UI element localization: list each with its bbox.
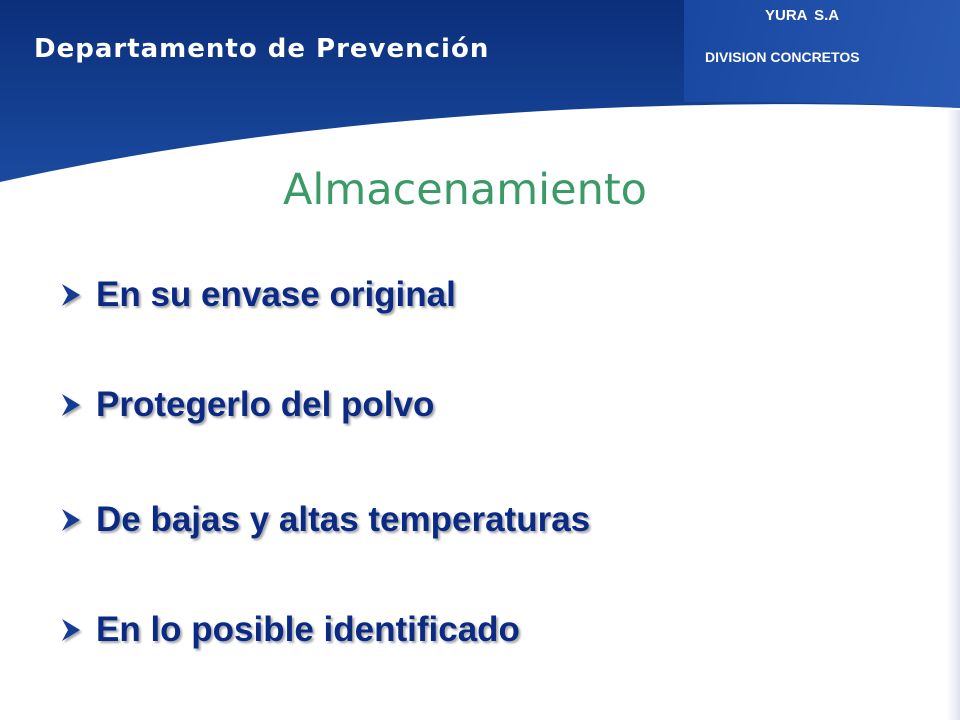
bullet-text: En su envase original bbox=[96, 275, 456, 314]
bullet-text: De bajas y altas temperaturas bbox=[96, 500, 591, 539]
department-title: Departamento de Prevención bbox=[34, 34, 490, 64]
arrow-bullet-icon bbox=[60, 282, 82, 308]
bullet-item bbox=[60, 270, 456, 320]
arrow-bullet-icon bbox=[60, 507, 82, 533]
bullet-item bbox=[60, 380, 434, 430]
slide-title: Almacenamiento bbox=[282, 165, 647, 215]
company-name: YURA S.A bbox=[765, 7, 840, 24]
arrow-bullet-icon bbox=[60, 617, 82, 643]
division-name: DIVISION CONCRETOS bbox=[705, 49, 860, 65]
bullet-text: En lo posible identificado bbox=[96, 610, 520, 649]
bullet-text: Protegerlo del polvo bbox=[96, 385, 435, 424]
right-edge-shade bbox=[946, 110, 960, 720]
bullet-item bbox=[60, 605, 520, 655]
arrow-bullet-icon bbox=[60, 392, 82, 418]
bullet-item bbox=[60, 495, 590, 545]
